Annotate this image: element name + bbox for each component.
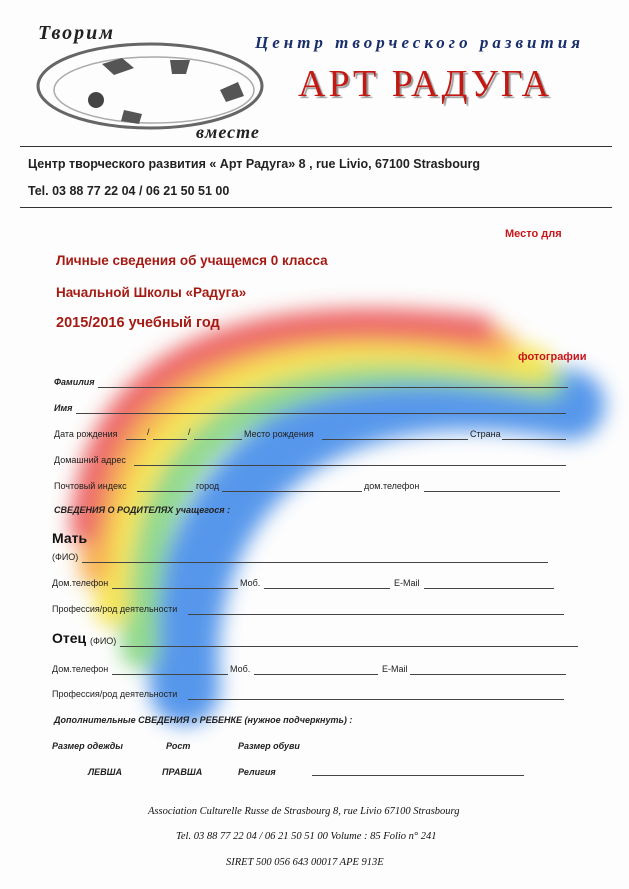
footer-phone-volume: Tel. 03 88 77 22 04 / 06 21 50 51 00 Volume : 85 Folio n° 241 (176, 831, 437, 842)
father-home-phone-label: Дом.телефон (52, 664, 109, 674)
shoe-size-label: Размер обуви (238, 741, 300, 751)
height-label: Рост (166, 741, 191, 751)
tel-line: Tel. 03 88 77 22 04 / 06 21 50 51 00 (28, 184, 230, 198)
mother-email-label: E-Mail (394, 578, 420, 588)
father-profession-field[interactable] (188, 699, 564, 700)
father-email-field[interactable] (410, 674, 566, 675)
name-field[interactable] (76, 413, 566, 414)
mother-home-phone-label: Дом.телефон (52, 578, 109, 588)
brand-name: АРТ РАДУГА (298, 63, 553, 105)
birth-day-field[interactable] (126, 439, 146, 440)
address-line: Центр творческого развития « Арт Радуга» 8 , rue Livio, 67100 Strasbourg (28, 157, 480, 171)
father-email-label: E-Mail (382, 664, 408, 674)
surname-label: Фамилия (54, 377, 95, 387)
logo (30, 18, 280, 146)
religion-field[interactable] (312, 775, 524, 776)
father-label: Отец (52, 630, 87, 646)
home-phone-field[interactable] (424, 491, 560, 492)
birth-month-field[interactable] (153, 439, 187, 440)
postal-code-label: Почтовый индекс (54, 481, 127, 491)
country-label: Страна (470, 429, 501, 439)
photo-label-top: Место для (505, 228, 562, 240)
surname-field[interactable] (98, 387, 568, 388)
footer-siret: SIRET 500 056 643 00017 APE 913E (226, 857, 384, 868)
parents-section-label: СВЕДЕНИЯ О РОДИТЕЛЯХ учащегося : (54, 505, 231, 515)
logo-bottom-text: вместе (196, 122, 260, 142)
father-mobile-label: Моб. (230, 664, 251, 674)
left-handed-option[interactable]: ЛЕВША (88, 767, 122, 777)
mother-profession-field[interactable] (188, 614, 564, 615)
mother-fio-field[interactable] (82, 562, 548, 563)
birth-date-label: Дата рождения (54, 429, 118, 439)
title-line-1: Личные сведения об учащемся 0 класса (56, 253, 328, 268)
photo-label-bottom: фотографии (518, 351, 587, 363)
city-field[interactable] (222, 491, 362, 492)
mother-label: Мать (52, 530, 88, 546)
home-address-field[interactable] (134, 465, 566, 466)
home-phone-label: дом.телефон (364, 481, 420, 491)
header-bottom-divider (20, 207, 612, 208)
mother-fio-label: (ФИО) (52, 552, 79, 562)
logo-top-text: Творим (38, 22, 115, 44)
father-mobile-field[interactable] (254, 674, 378, 675)
center-name: Центр творческого развития (255, 33, 584, 52)
birth-year-field[interactable] (194, 439, 242, 440)
father-home-phone-field[interactable] (112, 674, 228, 675)
religion-label: Религия (238, 767, 276, 777)
country-field[interactable] (502, 439, 566, 440)
father-fio-field[interactable] (120, 646, 578, 647)
right-handed-option[interactable]: ПРАВША (162, 767, 203, 777)
birth-date-slash-2: / (188, 427, 191, 437)
birth-place-field[interactable] (322, 439, 468, 440)
mother-mobile-field[interactable] (264, 588, 390, 589)
father-fio-label: (ФИО) (90, 636, 117, 646)
mother-email-field[interactable] (424, 588, 554, 589)
home-address-label: Домашний адрес (54, 455, 126, 465)
mother-home-phone-field[interactable] (112, 588, 238, 589)
header-divider (20, 146, 612, 147)
father-profession-label: Профессия/род деятельности (52, 689, 178, 699)
city-label: город (196, 481, 220, 491)
title-line-2: Начальной Школы «Радуга» (56, 285, 247, 300)
birth-date-slash-1: / (147, 427, 150, 437)
extra-section-label: Дополнительные СВЕДЕНИЯ о РЕБЕНКЕ (нужное подчеркнуть) : (54, 715, 353, 725)
mother-profession-label: Профессия/род деятельности (52, 604, 178, 614)
footer-association: Association Culturelle Russe de Strasbourg 8, rue Livio 67100 Strasbourg (148, 806, 460, 817)
birth-place-label: Место рождения (244, 429, 314, 439)
postal-code-field[interactable] (137, 491, 193, 492)
clothes-size-label: Размер одежды (52, 741, 123, 751)
name-label: Имя (54, 403, 73, 413)
title-line-3: 2015/2016 учебный год (56, 315, 220, 331)
mother-mobile-label: Моб. (240, 578, 261, 588)
